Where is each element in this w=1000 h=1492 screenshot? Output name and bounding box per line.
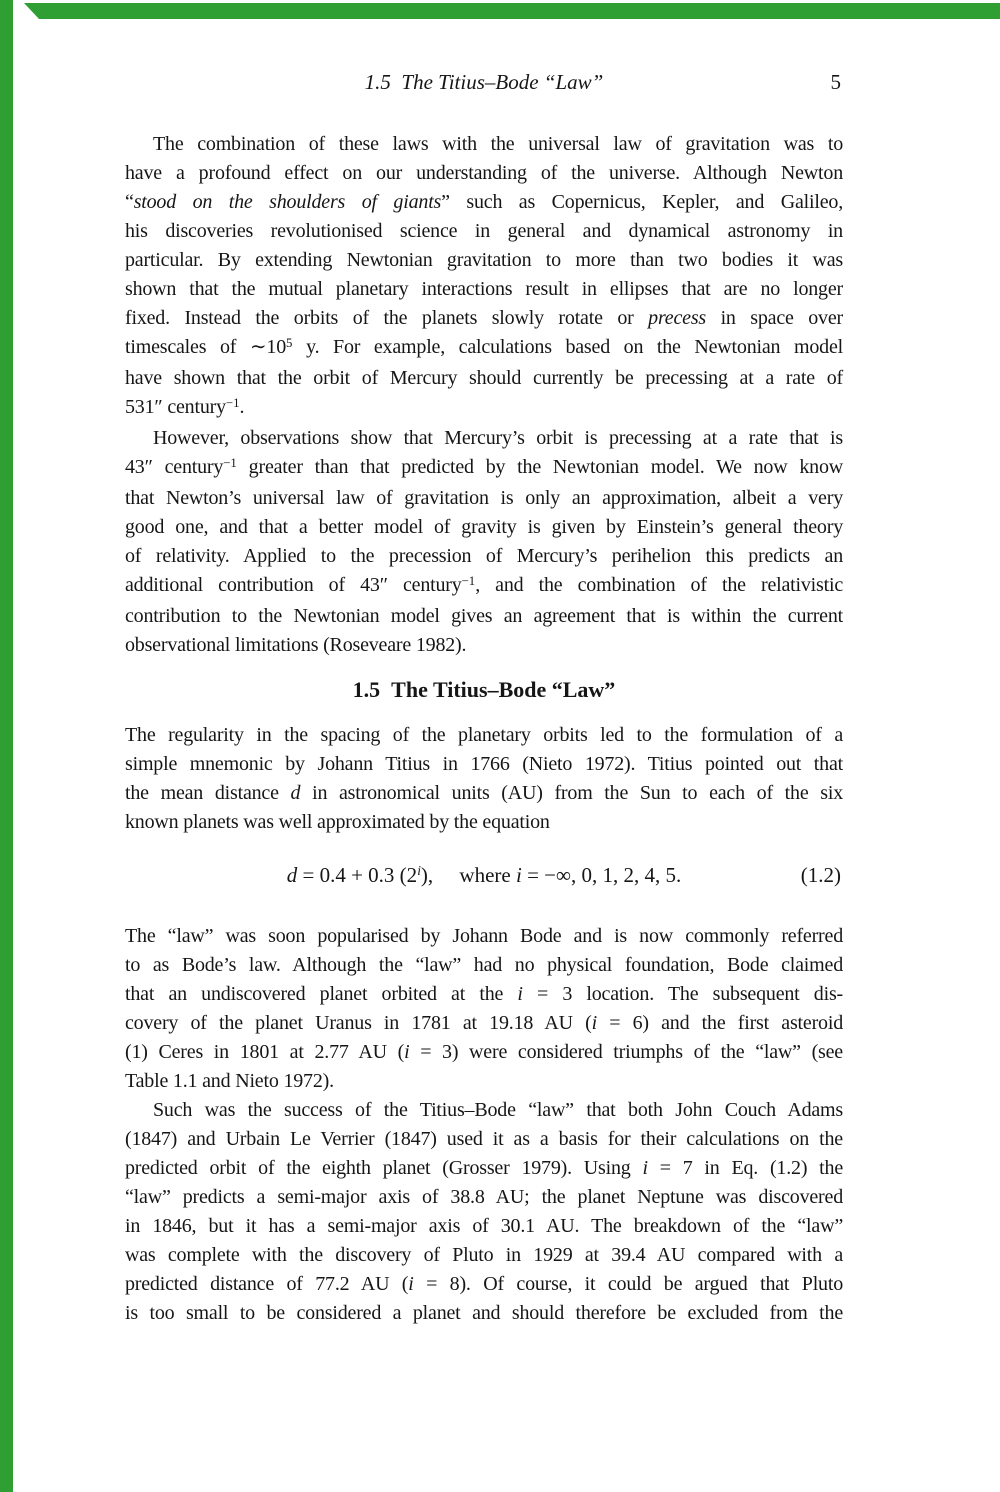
text-run: i: [591, 1012, 597, 1034]
equation-number: (1.2): [800, 863, 841, 887]
text-line: [125, 1038, 843, 1067]
text-run: i: [515, 863, 522, 887]
text-line: [125, 275, 843, 304]
text-line: [125, 602, 843, 631]
text-line: [125, 393, 843, 424]
text-run: −1: [461, 573, 476, 588]
text-run: shown that the mutual planetary interactions result in ellipses that are no longer: [125, 278, 843, 300]
text-run: “law” predicts a semi-major axis of 38.8 AU; the planet Neptune was discovered: [125, 1186, 843, 1208]
text-run: = 3 location. The subsequent dis-: [522, 983, 843, 1005]
text-run: The regularity in the spacing of the planetary orbits led to the formulation of a: [125, 724, 843, 746]
text-run: predicted orbit of the eighth planet (Grosser 1979). Using: [125, 1157, 643, 1179]
text-run: .: [239, 396, 245, 418]
text-run: observational limitations (Roseveare 1982).: [125, 634, 467, 656]
paragraph: [125, 130, 843, 424]
text-run: i: [417, 863, 421, 879]
text-run: Table 1.1 and Nieto 1972).: [125, 1070, 334, 1092]
text-run: is too small to be considered a planet and should therefore be excluded from the: [125, 1302, 843, 1324]
page-content: [125, 68, 843, 1328]
text-line: [125, 217, 843, 246]
text-run: ), where: [420, 863, 516, 887]
page-number: 5: [830, 70, 841, 94]
text-run: greater than that predicted by the Newtonian model. We now know: [236, 456, 843, 478]
text-run: The “law” was soon popularised by Johann Bode and is now commonly referred: [125, 925, 843, 947]
text-run: d: [290, 782, 301, 804]
text-run: −1: [223, 455, 237, 470]
text-run: fixed. Instead the orbits of the planets slowly rotate or: [125, 307, 649, 329]
body-text: [125, 130, 843, 1328]
text-line: [125, 750, 843, 779]
text-run: to as Bode’s law. Although the “law” had no physical foundation, Bode claimed: [125, 954, 843, 976]
text-run: “: [125, 191, 134, 213]
text-line: [125, 333, 843, 364]
text-line: [125, 484, 843, 513]
paragraph: [125, 1096, 843, 1328]
text-line: [125, 159, 843, 188]
text-line: [125, 721, 843, 750]
text-run: contribution to the Newtonian model gives an agreement that is within the current: [125, 605, 843, 627]
text-run: = 6) and the first asteroid: [596, 1012, 843, 1034]
text-line: [125, 980, 843, 1009]
text-line: [125, 246, 843, 275]
text-run: ” such as Copernicus, Kepler, and Galileo,: [441, 191, 843, 213]
text-run: was complete with the discovery of Pluto in 1929 at 39.4 AU compared with a: [125, 1244, 843, 1266]
text-line: [125, 631, 843, 660]
text-line: [125, 1154, 843, 1183]
scan-edge-top: [24, 3, 1000, 19]
text-run: predicted distance of 77.2 AU (: [125, 1273, 409, 1295]
scan-edge-left: [0, 0, 13, 1492]
text-line: [125, 922, 843, 951]
text-run: in 1846, but it has a semi-major axis of 30.1 AU. The breakdown of the “law”: [125, 1215, 843, 1237]
text-line: [125, 779, 843, 808]
text-run: additional contribution of 43″ century: [125, 574, 462, 596]
text-line: [125, 1241, 843, 1270]
text-line: [125, 542, 843, 571]
text-line: [125, 188, 843, 217]
equation: [125, 861, 843, 892]
text-line: [125, 1009, 843, 1038]
text-run: = 3) were considered triumphs of the “law” (see: [409, 1041, 843, 1063]
text-run: 531″ century: [125, 396, 226, 418]
text-run: = 8). Of course, it could be argued that Pluto: [413, 1273, 844, 1295]
text-run: i: [404, 1041, 410, 1063]
text-run: in astronomical units (AU) from the Sun to each of the six: [300, 782, 843, 804]
text-run: −1: [225, 395, 240, 410]
paragraph: [125, 922, 843, 1096]
running-header-title: 1.5 The Titius–Bode “Law”: [364, 70, 604, 94]
text-run: = 0.4 + 0.3 (2: [297, 863, 418, 887]
text-line: [125, 1299, 843, 1328]
text-line: [125, 808, 843, 837]
text-run: that an undiscovered planet orbited at the: [125, 983, 518, 1005]
text-line: [125, 1270, 843, 1299]
text-run: Such was the success of the Titius–Bode “law” that both John Couch Adams: [153, 1099, 843, 1121]
text-run: his discoveries revolutionised science in general and dynamical astronomy in: [125, 220, 843, 242]
text-run: good one, and that a better model of gravity is given by Einstein’s general theory: [125, 516, 843, 538]
text-run: i: [642, 1157, 648, 1179]
text-run: i: [517, 983, 523, 1005]
text-run: The combination of these laws with the universal law of gravitation was to: [153, 133, 843, 155]
text-line: [125, 453, 843, 484]
text-run: known planets was well approximated by the equation: [125, 811, 550, 833]
text-run: timescales of ∼10: [125, 336, 287, 358]
text-run: in space over: [706, 307, 843, 329]
text-run: , and the combination of the relativistic: [475, 574, 843, 596]
text-line: [125, 1212, 843, 1241]
text-line: [125, 424, 843, 453]
paragraph: [125, 721, 843, 837]
text-run: (1847) and Urbain Le Verrier (1847) used it as a basis for their calculations on the: [125, 1128, 843, 1150]
text-line: [125, 951, 843, 980]
text-run: of relativity. Applied to the precession of Mercury’s perihelion this predicts an: [125, 545, 843, 567]
text-run: that Newton’s universal law of gravitation is only an approximation, albeit a very: [125, 487, 843, 509]
text-run: 5: [286, 335, 293, 350]
text-run: = −∞, 0, 1, 2, 4, 5.: [521, 863, 682, 887]
text-line: [125, 513, 843, 542]
section-heading: 1.5 The Titius–Bode “Law”: [352, 677, 616, 702]
text-run: i: [408, 1273, 414, 1295]
text-run: (1) Ceres in 1801 at 2.77 AU (: [125, 1041, 405, 1063]
text-line: [125, 1125, 843, 1154]
text-run: precess: [648, 307, 706, 329]
text-run: d: [286, 863, 298, 887]
text-run: have a profound effect on our understanding of the universe. Although Newton: [125, 162, 843, 184]
text-line: [125, 1183, 843, 1212]
equation-body: [287, 863, 681, 887]
text-line: [125, 1067, 843, 1096]
text-line: [125, 571, 843, 602]
text-run: stood on the shoulders of giants: [133, 191, 442, 213]
text-line: [125, 130, 843, 159]
text-run: simple mnemonic by Johann Titius in 1766 (Nieto 1972). Titius pointed out that: [125, 753, 843, 775]
paragraph: [125, 424, 843, 660]
text-line: [125, 364, 843, 393]
running-header: [125, 68, 843, 96]
text-run: covery of the planet Uranus in 1781 at 19.18 AU (: [125, 1012, 592, 1034]
text-run: particular. By extending Newtonian gravitation to more than two bodies it was: [125, 249, 843, 271]
text-run: y. For example, calculations based on the Newtonian model: [292, 336, 843, 358]
text-run: = 7 in Eq. (1.2) the: [647, 1157, 844, 1179]
text-run: have shown that the orbit of Mercury should currently be precessing at a rate of: [125, 367, 843, 389]
text-run: the mean distance: [125, 782, 291, 804]
text-line: [125, 1096, 843, 1125]
text-line: [125, 304, 843, 333]
text-run: However, observations show that Mercury’s orbit is precessing at a rate that is: [153, 427, 843, 449]
text-run: 43″ century: [125, 456, 224, 478]
